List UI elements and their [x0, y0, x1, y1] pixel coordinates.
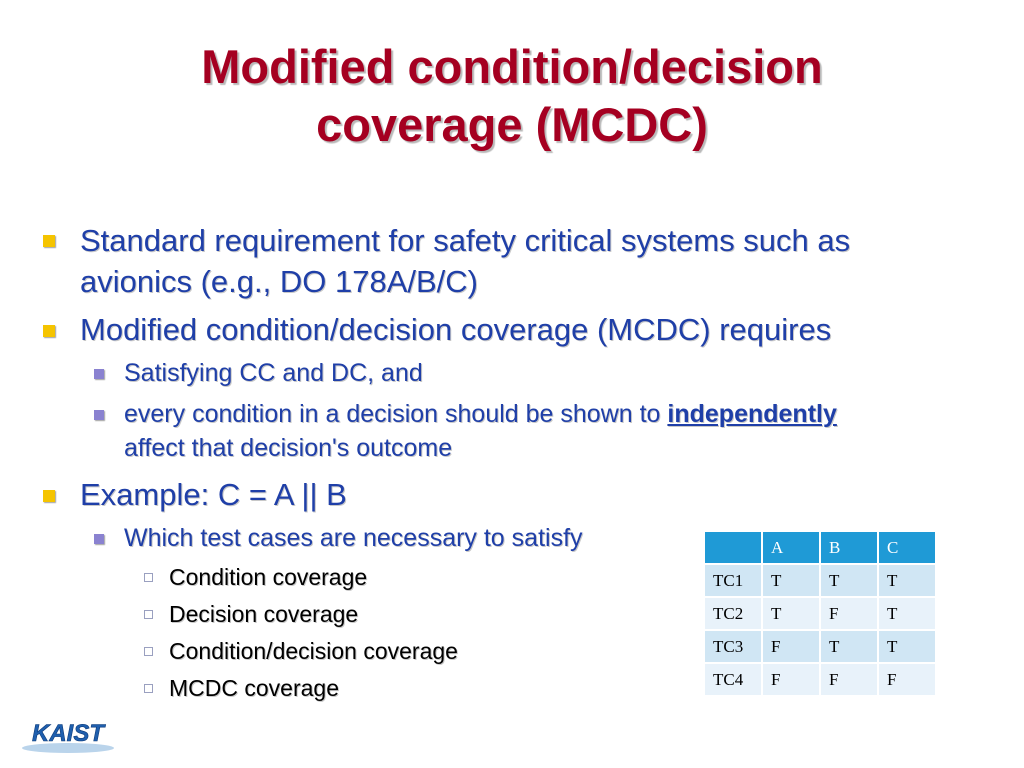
sub-bullet-satisfying-cc-dc: Satisfying CC and DC, and	[124, 359, 423, 387]
table-cell: T	[820, 564, 878, 597]
sub-bullet-marker	[94, 410, 104, 420]
table-header-cell	[704, 531, 762, 564]
bullet-standard-requirement	[80, 220, 960, 302]
table-cell: T	[762, 564, 820, 597]
svg-text:KAIST: KAIST	[32, 720, 104, 747]
sub-bullet-marker	[94, 369, 104, 379]
sub-sub-bullet-marker	[144, 573, 153, 582]
bullet-marker	[43, 325, 55, 337]
table-cell: T	[762, 597, 820, 630]
table-cell: TC4	[704, 663, 762, 696]
table-row	[704, 630, 936, 663]
sub-sub-bullet-marker	[144, 684, 153, 693]
bullet-line: avionics (e.g., DO 178A/B/C)	[80, 264, 478, 299]
title-line-1: Modified condition/decision	[201, 40, 823, 93]
title-line-2: coverage (MCDC)	[316, 98, 708, 151]
bullet-example: Example: C = A || B	[80, 477, 347, 512]
truth-table	[703, 530, 937, 697]
sub-bullet-every-condition	[124, 397, 954, 465]
table-cell: T	[820, 630, 878, 663]
coverage-item: MCDC coverage	[169, 675, 339, 701]
sub-sub-bullet-marker	[144, 647, 153, 656]
table-header-cell: C	[878, 531, 936, 564]
table-cell: TC3	[704, 630, 762, 663]
coverage-item: Condition coverage	[169, 564, 368, 590]
table-cell: T	[878, 564, 936, 597]
independently-link[interactable]: independently	[667, 400, 837, 428]
sub-bullet-text: affect that decision's outcome	[124, 434, 453, 462]
bullet-marker	[43, 235, 55, 247]
coverage-item: Decision coverage	[169, 601, 359, 627]
coverage-item: Condition/decision coverage	[169, 638, 458, 664]
table-row	[704, 597, 936, 630]
table-cell: F	[762, 663, 820, 696]
table-header-cell: A	[762, 531, 820, 564]
sub-bullet-marker	[94, 534, 104, 544]
table-cell: F	[820, 597, 878, 630]
table-cell: T	[878, 597, 936, 630]
sub-bullet-text: every condition in a decision should be shown to	[124, 400, 668, 428]
table-row	[704, 663, 936, 696]
table-cell: T	[878, 630, 936, 663]
table-cell: F	[762, 630, 820, 663]
table-header-cell: B	[820, 531, 878, 564]
table-cell: F	[820, 663, 878, 696]
bullet-line: Standard requirement for safety critical systems such as	[80, 223, 851, 258]
table-cell: TC2	[704, 597, 762, 630]
bullet-mcdc-requires: Modified condition/decision coverage (MCDC) requires	[80, 312, 832, 347]
sub-sub-bullet-marker	[144, 610, 153, 619]
sub-bullet-which-test-cases: Which test cases are necessary to satisfy	[124, 524, 583, 552]
table-header-row	[704, 531, 936, 564]
table-cell: F	[878, 663, 936, 696]
table-cell: TC1	[704, 564, 762, 597]
kaist-logo	[18, 712, 118, 756]
bullet-marker	[43, 490, 55, 502]
table-row	[704, 564, 936, 597]
